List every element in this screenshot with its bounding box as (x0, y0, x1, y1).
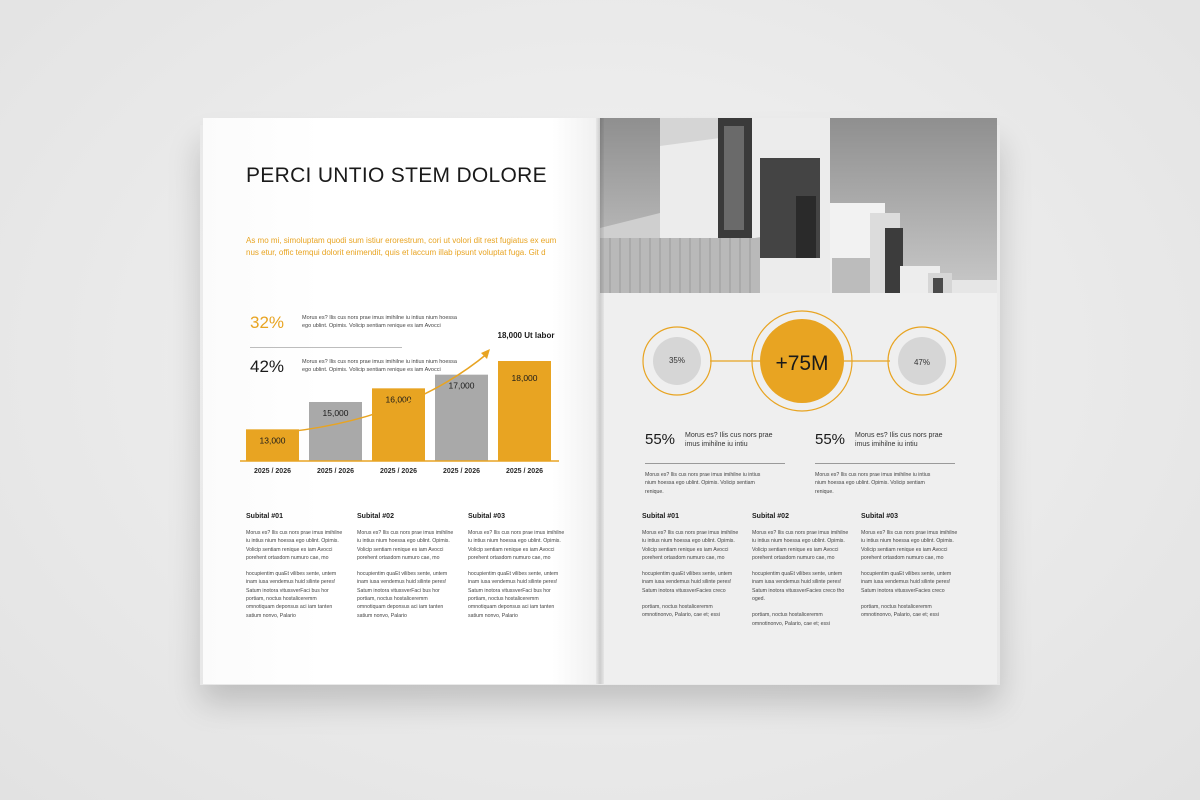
right-page (600, 118, 997, 684)
subtitle-paragraph: hocupientim quaEt vilibes sente, untem inam iusa vendemus huid silinte peres! Satum inotora vitussverFaci bus hor portiam, noctus hostaliceremm omnotiquam deponsus aci iam tanten satium nonvo, Palario (357, 571, 448, 619)
subtitle-paragraph: hocupientim quaEt vilibes sente, untem inam iusa vendemus huid silinte peres! Satum inotora vitussverFaci bus hor portiam, noctus hostaliceremm omnotiquam deponsus aci iam tanten satium nonvo, Palario (246, 571, 337, 619)
subtitle-heading: Subital #03 (861, 513, 898, 520)
chart-x-tick-label: 2025 / 2026 (443, 468, 480, 475)
subtitle-block-2 (357, 513, 457, 628)
stat-32-value: 32% (250, 313, 285, 332)
subtitle-paragraph: Morus es? Ilis cus nors prae imus imihilne iu intius nium hoessa ego ublint. Opimis. Volicip sentiam renique es iam Avocci porehent ortasdom numuro cae, mo (357, 530, 454, 561)
subtitle-heading: Subital #02 (752, 513, 789, 520)
subtitle-paragraph: hocupientim quaEt vilibes sente, untem inam iusa vendemus huid silinte peres! Satum inotora vitussverFacies creco (642, 571, 733, 594)
chart-x-tick-label: 2025 / 2026 (380, 468, 417, 475)
bar-chart (238, 323, 568, 468)
subtitle-heading: Subital #01 (246, 513, 283, 520)
chart-x-tick-label: 2025 / 2026 (506, 468, 543, 475)
right-stat-2-value: 55% (815, 431, 846, 448)
subtitle-paragraph: portiam, noctus hostaliceremm omnotinonvo, Palario, cae et; essi (642, 604, 720, 619)
circle-left-label: 35% (668, 356, 685, 365)
subtitle-heading: Subital #01 (642, 513, 679, 520)
stat-32-note: Morus es? Ilis cus nors prae imus imihilne iu intius nium hoessa ego ublint. Opimis. Volicip sentiam renique es iam Avocci (302, 315, 457, 329)
subtitle-paragraph: Morus es? Ilis cus nors prae imus imihilne iu intius nium hoessa ego ublint. Opimis. Volicip sentiam renique es iam Avocci porehent ortasdom numuro cae, mo (246, 530, 343, 561)
stat-42-note: Morus es? Ilis cus nors prae imus imihilne iu intius nium hoessa ego ublint. Opimis. Volicip sentiam renique es iam Avocci (302, 359, 457, 373)
subtitle-paragraph: portiam, noctus hostaliceremm omnotinonvo, Palario, cae et; essi (752, 612, 830, 627)
right-stat-2-small: Morus es? Ilis cus nors prae imus imihilne iu intius nium hoessa ego ublint. Opimis. Volicip sentiam renique. (815, 472, 931, 495)
subtitle-paragraph: Morus es? Ilis cus nors prae imus imihilne iu intius nium hoessa ego ublint. Opimis. Volicip sentiam renique es iam Avocci porehent ortasdom numuro cae, mo (752, 530, 849, 561)
page-title: PERCI UNTIO STEM DOLORE (246, 164, 547, 187)
chart-bar-value-label: 16,000 (385, 394, 412, 405)
spine-gutter (596, 118, 604, 684)
subtitle-paragraph: Morus es? Ilis cus nors prae imus imihilne iu intius nium hoessa ego ublint. Opimis. Volicip sentiam renique es iam Avocci porehent ortasdom numuro cae, mo (861, 530, 958, 561)
lead-paragraph: As mo mi, simoluptam quodi sum istiur erorestrum, cori ut volori dit rest fugiatus ex eum nus etur, offic temqui dolorit enimendit, quis et laccum illab ipsunt voluptat fuga. Git d (246, 236, 557, 257)
subtitle-heading: Subital #03 (468, 513, 505, 520)
chart-annotation: 18,000 Ut labor (497, 331, 555, 340)
right-stat-2-note: Morus es? Ilis cus nors prae imus imihilne iu intiu (855, 432, 943, 448)
subtitle-paragraph: hocupientim quaEt vilibes sente, untem inam iusa vendemus huid silinte peres! Satum inotora vitussverFacies creco (861, 571, 952, 594)
right-stat-1-note: Morus es? Ilis cus nors prae imus imihilne iu intiu (685, 432, 773, 448)
chart-bar-value-label: 13,000 (259, 435, 286, 446)
chart-bar-value-label: 17,000 (448, 380, 475, 391)
right-stat-1-value: 55% (645, 431, 676, 448)
subtitle-paragraph: hocupientim quaEt vilibes sente, untem inam iusa vendemus huid silinte peres! Satum inotora vitussverFaci bus hor portiam, noctus hostaliceremm omnotiquam deponsus aci iam tanten satium nonvo, Palario (468, 571, 559, 619)
circle-center-label: +75M (775, 352, 829, 375)
subtitle-paragraph: Morus es? Ilis cus nors prae imus imihilne iu intius nium hoessa ego ublint. Opimis. Volicip sentiam renique es iam Avocci porehent ortasdom numuro cae, mo (468, 530, 565, 561)
building-photo (600, 118, 997, 293)
chart-x-tick-label: 2025 / 2026 (254, 468, 291, 475)
subtitle-paragraph: portiam, noctus hostaliceremm omnotinonvo, Palario, cae et; essi (861, 604, 939, 619)
subtitle-paragraph: hocupientim quaEt vilibes sente, untem inam iusa vendemus huid silinte peres! Satum inotora vitussverFacies creco tho oged. (752, 571, 845, 603)
right-subtitle-block-3 (861, 513, 961, 628)
right-subtitle-block-2 (752, 513, 852, 636)
chart-x-labels (238, 468, 568, 480)
left-page (203, 118, 600, 684)
right-stat-2-divider (815, 463, 955, 464)
right-stat-1-divider (645, 463, 785, 464)
stat-42-value: 42% (250, 357, 285, 376)
subtitle-block-1 (246, 513, 346, 628)
subtitle-heading: Subital #02 (357, 513, 394, 520)
subtitle-paragraph: Morus es? Ilis cus nors prae imus imihilne iu intius nium hoessa ego ublint. Opimis. Volicip sentiam renique es iam Avocci porehent ortasdom numuro cae, mo (642, 530, 739, 561)
circle-right-label: 47% (913, 358, 930, 367)
chart-bar-value-label: 15,000 (322, 408, 349, 418)
right-subtitle-block-1 (642, 513, 742, 628)
right-stat-1-small: Morus es? Ilis cus nors prae imus imihilne iu intius nium hoessa ego ublint. Opimis. Volicip sentiam renique. (645, 472, 761, 495)
chart-bar-value-label: 18,000 (511, 373, 538, 383)
chart-x-tick-label: 2025 / 2026 (317, 468, 354, 475)
subtitle-block-3 (468, 513, 568, 628)
